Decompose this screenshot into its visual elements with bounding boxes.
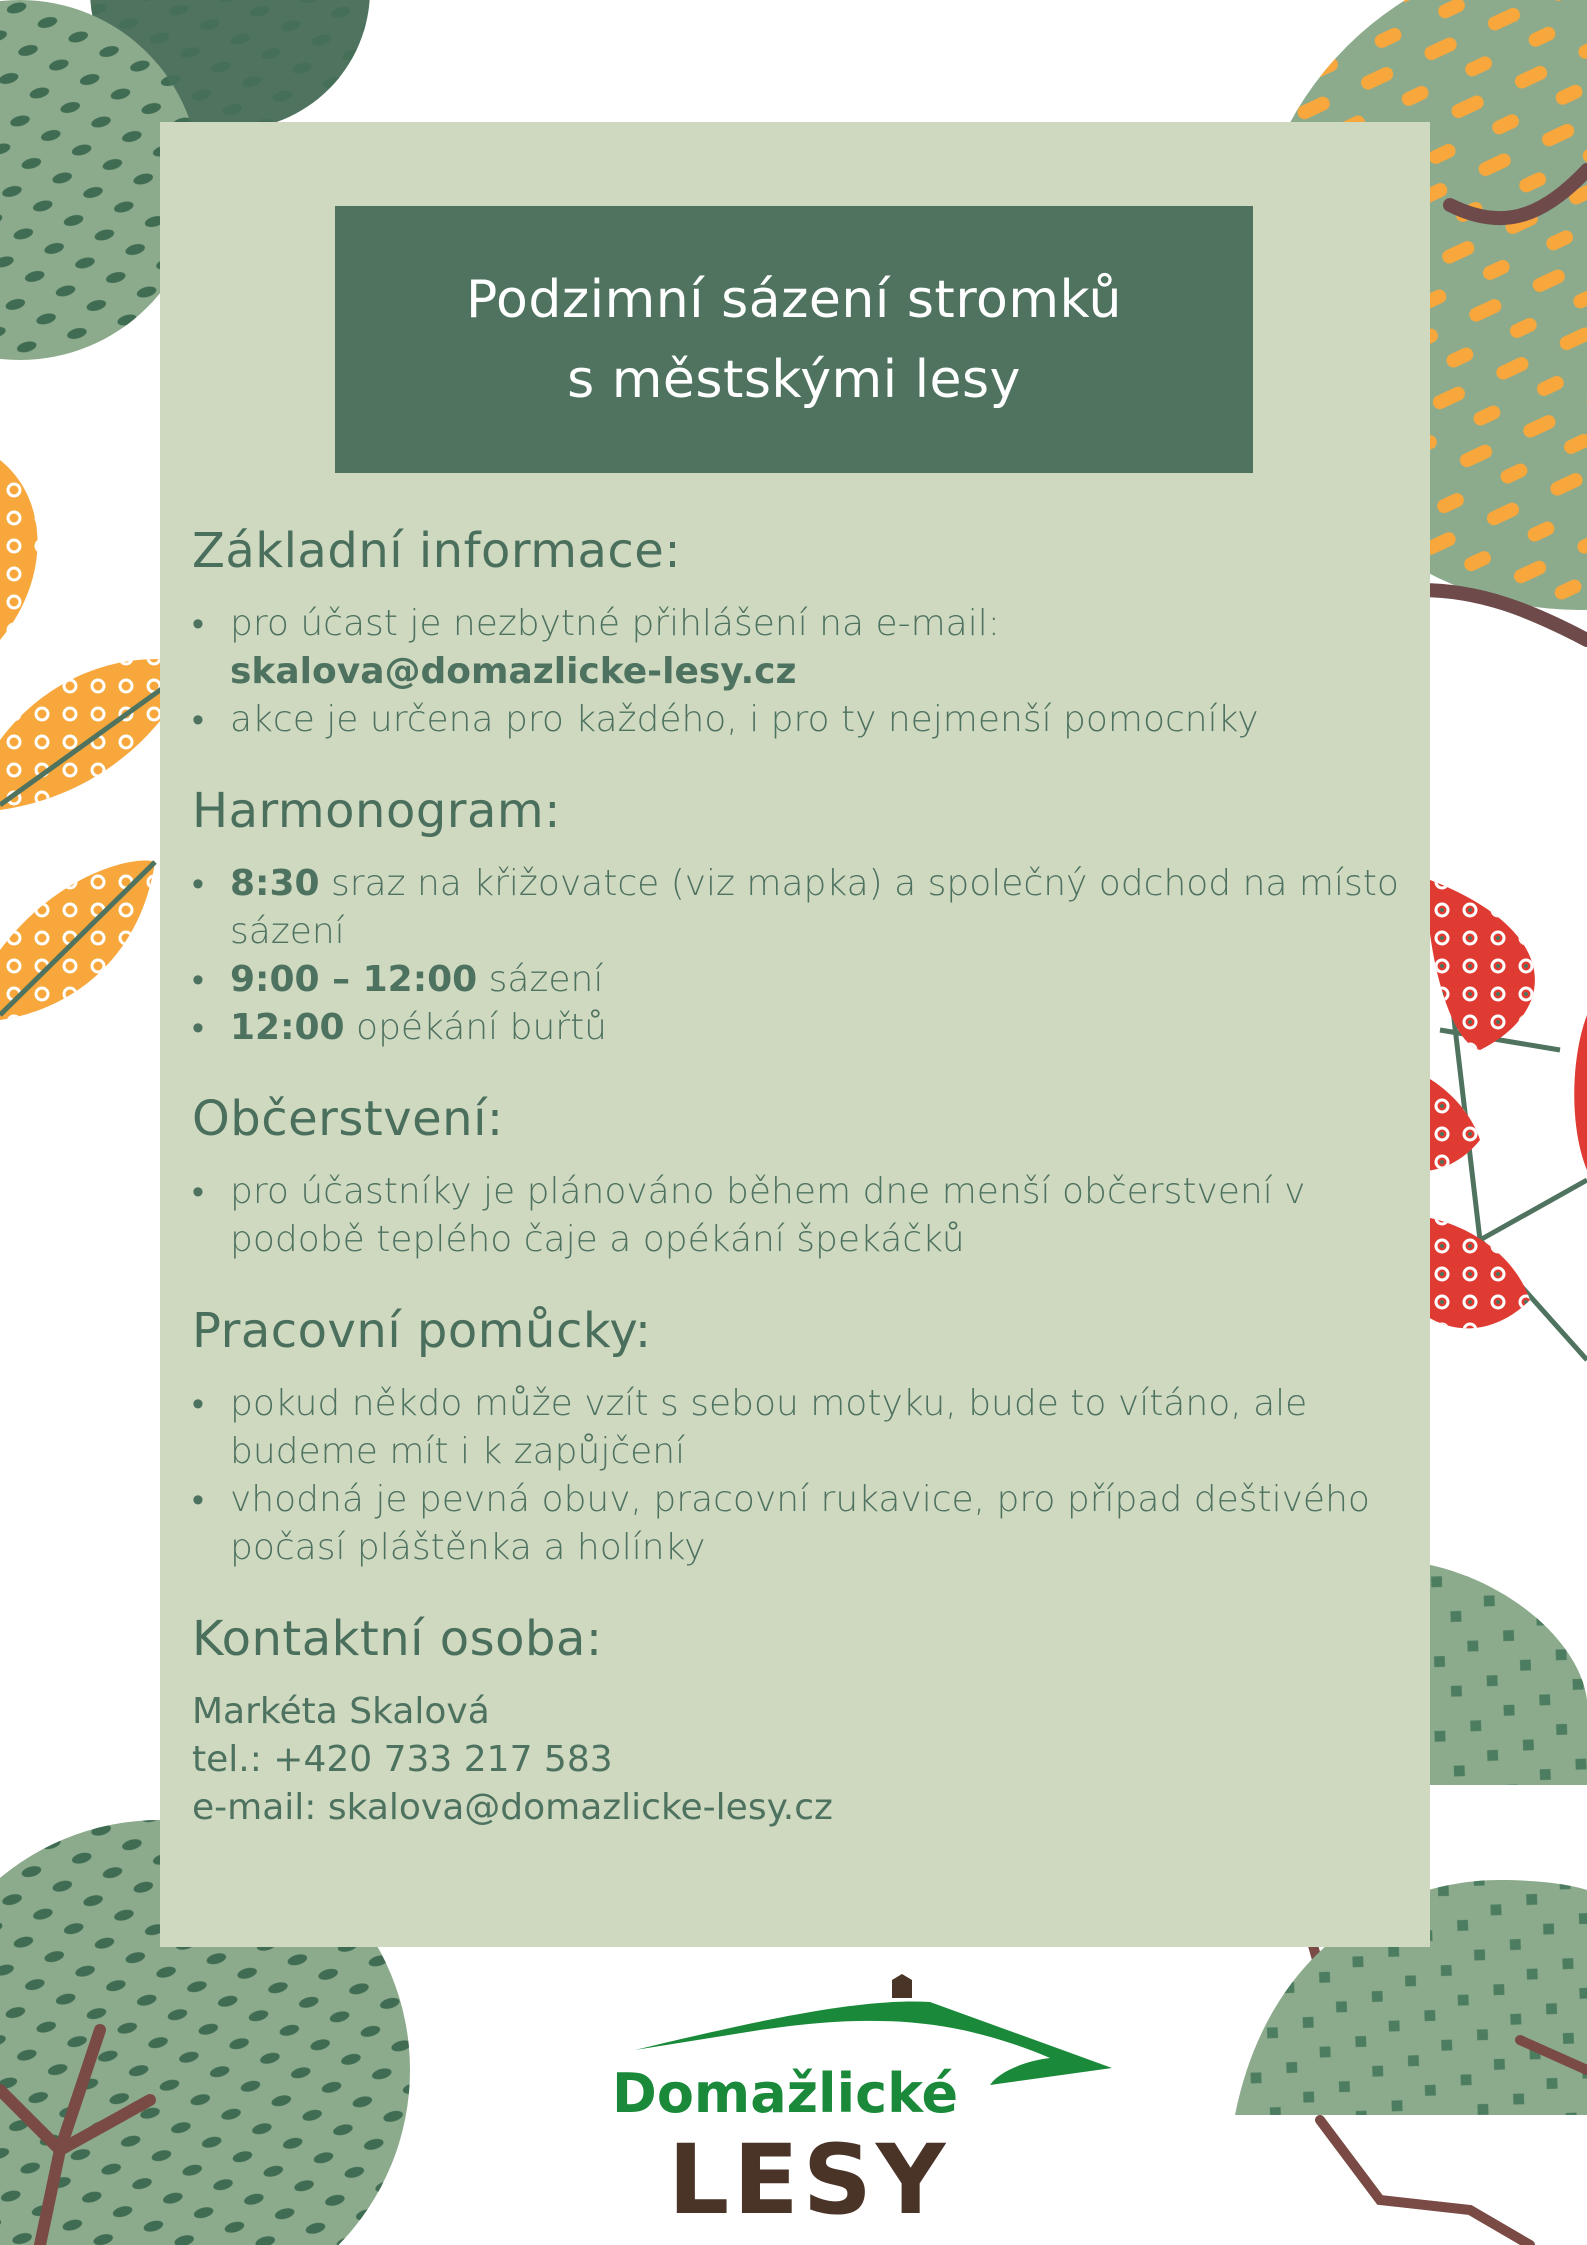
schedule-time: 8:30 (230, 863, 320, 904)
title-banner (335, 206, 1253, 473)
bullet-list (192, 1380, 1422, 1572)
bullet-list (192, 600, 1422, 744)
schedule-text: opékání buřtů (344, 1007, 607, 1048)
list-item (192, 956, 1422, 1004)
email-link[interactable]: skalova@domazlicke-lesy.cz (230, 651, 797, 692)
section-contact (192, 1608, 1422, 1832)
schedule-time: 12:00 (230, 1007, 345, 1048)
list-item: • pro účastníky je plánováno během dne menší občerstvení v podobě teplého čaje a opékání špekáčků (192, 1168, 1422, 1264)
section-heading: Harmonogram: (192, 783, 561, 839)
schedule-text: sraz na křižovatce (viz mapka) a společný odchod na místo sázení (230, 863, 1399, 952)
title-line-2: s městskými lesy (567, 349, 1021, 410)
section-heading: Občerstvení: (192, 1091, 504, 1147)
section-heading: Základní informace: (192, 523, 682, 579)
contact-phone[interactable]: tel.: +420 733 217 583 (192, 1739, 613, 1780)
list-item (192, 860, 1422, 956)
list-item-text: pro účast je nezbytné přihlášení na e-mail: (230, 603, 1000, 644)
list-item (192, 1004, 1422, 1052)
contact-email[interactable]: e-mail: skalova@domazlicke-lesy.cz (192, 1787, 833, 1828)
schedule-text: sázení (477, 959, 604, 1000)
bullet-list (192, 1168, 1422, 1264)
title-line-1: Podzimní sázení stromků (466, 269, 1122, 330)
list-item: • vhodná je pevná obuv, pracovní rukavice, pro případ deštivého počasí pláštěnka a holínky (192, 1476, 1422, 1572)
list-item: • pokud někdo může vzít s sebou motyku, bude to vítáno, ale budeme mít i k zapůjčení (192, 1380, 1422, 1476)
section-basic-info (192, 520, 1422, 744)
schedule-time: 9:00 – 12:00 (230, 959, 478, 1000)
logo-text-lesy: LESY (668, 2124, 950, 2236)
main-content (192, 520, 1422, 1868)
section-refreshment (192, 1088, 1422, 1264)
list-item: • akce je určena pro každého, i pro ty nejmenší pomocníky (192, 696, 1422, 744)
section-heading: Kontaktní osoba: (192, 1611, 603, 1667)
list-item (192, 600, 1422, 696)
bullet-list (192, 860, 1422, 1052)
section-tools (192, 1300, 1422, 1572)
contact-name: Markéta Skalová (192, 1691, 490, 1732)
section-schedule (192, 780, 1422, 1052)
section-heading: Pracovní pomůcky: (192, 1303, 652, 1359)
logo-text-domazlicke: Domažlické (612, 2062, 959, 2125)
